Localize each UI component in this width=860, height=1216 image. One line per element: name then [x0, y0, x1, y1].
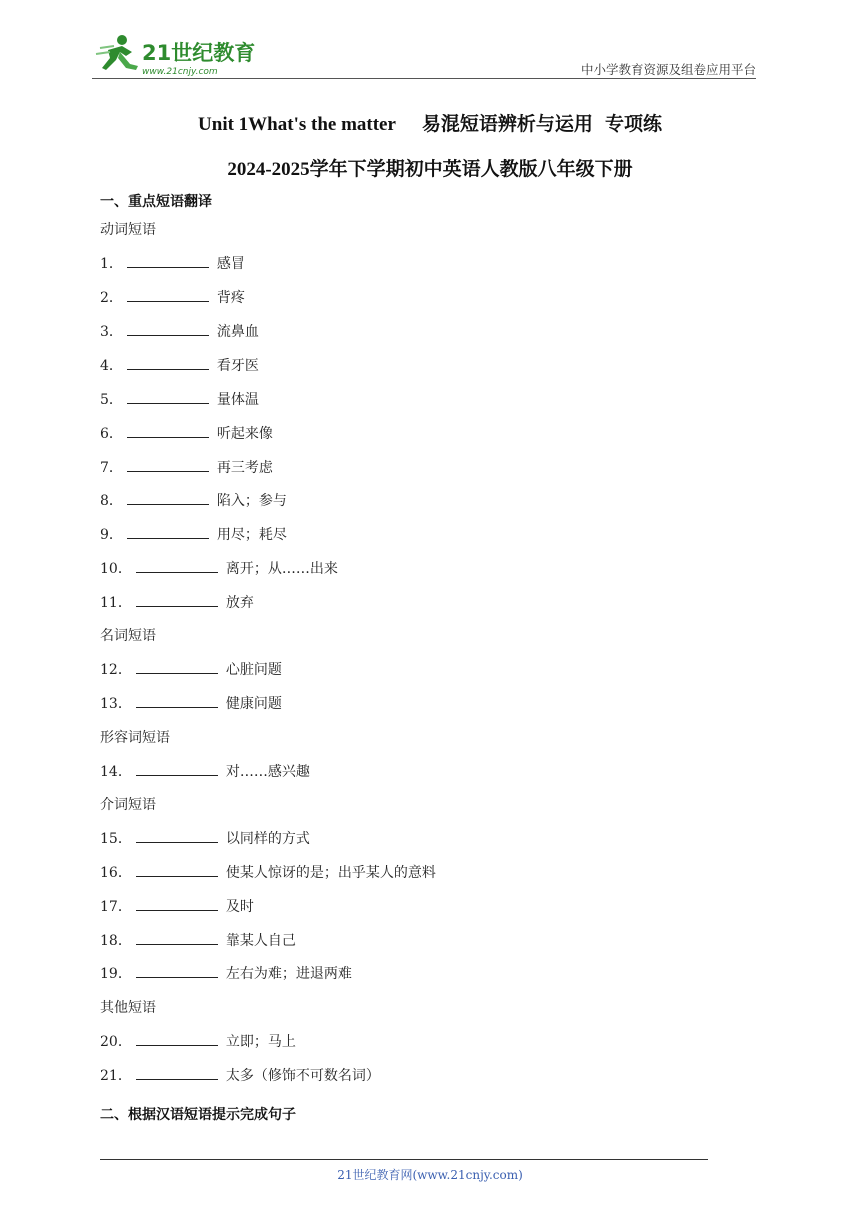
answer-blank[interactable] [127, 524, 209, 539]
item-prompt: 靠某人自己 [225, 933, 296, 949]
item-number: 17． [100, 899, 132, 915]
logo-text: 21世纪教育 [142, 41, 256, 65]
category-adjective-phrases: 形容词短语 [100, 730, 170, 746]
item-prompt: 离开；从……出来 [225, 561, 338, 577]
item-prompt: 及时 [225, 899, 254, 915]
document-title [0, 109, 860, 136]
item-prompt: 立即；马上 [225, 1034, 296, 1050]
answer-blank[interactable] [136, 1031, 218, 1046]
item-number: 21． [100, 1068, 132, 1084]
item-number: 1． [100, 256, 123, 272]
category-noun-phrases: 名词短语 [100, 628, 156, 644]
item-number: 5． [100, 392, 123, 408]
item-prompt: 看牙医 [216, 358, 259, 374]
list-item [100, 423, 273, 443]
platform-name: 中小学教育资源及组卷应用平台 [580, 62, 756, 77]
answer-blank[interactable] [136, 963, 218, 978]
section-heading-1: 一、重点短语翻译 [100, 194, 212, 210]
item-prompt: 左右为难；进退两难 [225, 966, 352, 982]
answer-blank[interactable] [136, 659, 218, 674]
answer-blank[interactable] [136, 862, 218, 877]
item-number: 3． [100, 324, 123, 340]
item-number: 8． [100, 493, 123, 509]
answer-blank[interactable] [136, 896, 218, 911]
header-divider [92, 78, 756, 79]
list-item [100, 490, 287, 510]
item-number: 6． [100, 426, 123, 442]
item-number: 14． [100, 764, 132, 780]
answer-blank[interactable] [136, 693, 218, 708]
runner-logo-icon [92, 30, 262, 78]
category-verb-phrases: 动词短语 [100, 222, 156, 238]
answer-blank[interactable] [136, 761, 218, 776]
item-number: 7． [100, 460, 123, 476]
list-item [100, 828, 310, 848]
item-prompt: 再三考虑 [216, 460, 273, 476]
category-preposition-phrases: 介词短语 [100, 797, 156, 813]
title-part-type: 专项练 [604, 114, 662, 135]
item-prompt: 感冒 [216, 256, 245, 272]
list-item [100, 930, 296, 950]
list-item [100, 761, 310, 781]
item-prompt: 以同样的方式 [225, 831, 310, 847]
logo-url: www.21cnjy.com [142, 67, 218, 77]
item-number: 11． [100, 595, 132, 611]
item-prompt: 对……感兴趣 [225, 764, 310, 780]
answer-blank[interactable] [136, 1065, 218, 1080]
list-item [100, 592, 254, 612]
site-logo[interactable] [92, 30, 262, 78]
item-prompt: 使某人惊讶的是；出乎某人的意料 [225, 865, 436, 881]
list-item [100, 457, 273, 477]
list-item [100, 1065, 380, 1085]
list-item [100, 862, 436, 882]
list-item [100, 321, 259, 341]
list-item [100, 524, 287, 544]
item-prompt: 量体温 [216, 392, 259, 408]
item-prompt: 心脏问题 [225, 662, 282, 678]
item-prompt: 背疼 [216, 290, 245, 306]
item-number: 20． [100, 1034, 132, 1050]
item-prompt: 健康问题 [225, 696, 282, 712]
answer-blank[interactable] [127, 253, 209, 268]
category-other-phrases: 其他短语 [100, 1000, 156, 1016]
item-number: 16． [100, 865, 132, 881]
document-subtitle: 2024-2025学年下学期初中英语人教版八年级下册 [227, 159, 633, 180]
list-item [100, 389, 259, 409]
list-item [100, 558, 338, 578]
item-prompt: 用尽；耗尽 [216, 527, 287, 543]
list-item [100, 287, 245, 307]
item-number: 9． [100, 527, 123, 543]
answer-blank[interactable] [127, 389, 209, 404]
list-item [100, 659, 282, 679]
footer-divider [100, 1159, 708, 1160]
item-prompt: 太多（修饰不可数名词） [225, 1068, 380, 1084]
item-number: 19． [100, 966, 132, 982]
answer-blank[interactable] [127, 321, 209, 336]
answer-blank[interactable] [136, 828, 218, 843]
list-item [100, 1031, 296, 1051]
answer-blank[interactable] [127, 457, 209, 472]
section-heading-2: 二、根据汉语短语提示完成句子 [100, 1107, 296, 1123]
item-number: 13． [100, 696, 132, 712]
item-number: 12． [100, 662, 132, 678]
item-number: 10． [100, 561, 132, 577]
answer-blank[interactable] [136, 592, 218, 607]
item-prompt: 放弃 [225, 595, 254, 611]
list-item [100, 896, 254, 916]
answer-blank[interactable] [127, 490, 209, 505]
item-prompt: 流鼻血 [216, 324, 259, 340]
list-item [100, 963, 352, 983]
item-prompt: 陷入；参与 [216, 493, 287, 509]
list-item [100, 693, 282, 713]
answer-blank[interactable] [136, 930, 218, 945]
page-header [92, 30, 756, 80]
answer-blank[interactable] [127, 423, 209, 438]
list-item [100, 355, 259, 375]
footer-link[interactable]: 21世纪教育网(www.21cnjy.com) [337, 1168, 523, 1182]
item-number: 4． [100, 358, 123, 374]
title-part-topic: 易混短语辨析与运用 [421, 114, 593, 135]
item-prompt: 听起来像 [216, 426, 273, 442]
item-number: 15． [100, 831, 132, 847]
answer-blank[interactable] [127, 287, 209, 302]
item-number: 18． [100, 933, 132, 949]
answer-blank[interactable] [136, 558, 218, 573]
list-item [100, 253, 245, 273]
title-part-unit: Unit 1What's the matter [198, 114, 396, 135]
item-number: 2． [100, 290, 123, 306]
answer-blank[interactable] [127, 355, 209, 370]
